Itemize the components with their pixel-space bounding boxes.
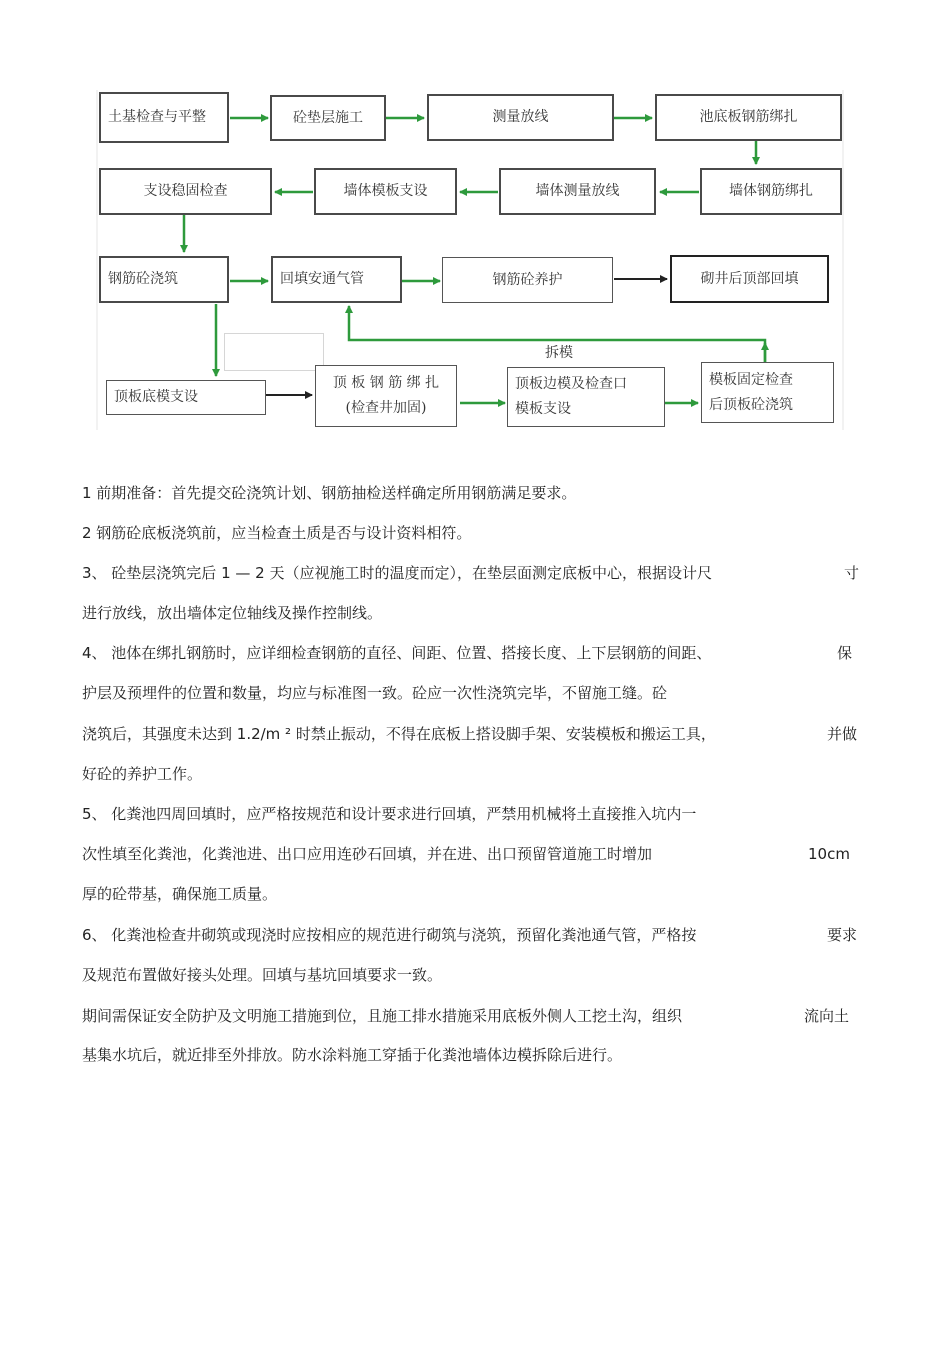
paragraph-4-line2: 护层及预埋件的位置和数量，均应与标准图一致。砼应一次性浇筑完毕，不留施工缝。砼: [82, 684, 668, 702]
step-survey-layout: [427, 94, 614, 141]
paragraph-3-line1-end: 寸: [844, 564, 860, 582]
step-label: 砌井后顶部回填: [700, 270, 799, 287]
blank-box: [224, 333, 324, 371]
step-label: 墙体测量放线: [535, 183, 620, 199]
paragraph-4-line4: 好砼的养护工作。: [82, 765, 203, 783]
step-label: 钢筋砼浇筑: [108, 271, 178, 287]
step-label: 回填安通气管: [280, 271, 364, 287]
step-concrete-pour: [99, 256, 229, 303]
return-label: 拆模: [545, 345, 573, 361]
step-label: 池底板钢筋绑扎: [699, 109, 798, 125]
step-base-rebar: [655, 94, 842, 141]
paragraph-2: 2 钢筋砼底板浇筑前，应当检查土质是否与设计资料相符。: [82, 524, 472, 542]
step-label: 墙体模板支设: [343, 183, 428, 199]
step-top-backfill: [670, 255, 829, 303]
step-wall-formwork: [314, 168, 457, 215]
paragraph-5-line2: 次性填至化粪池，化粪池进、出口应用连砂石回填，并在进、出口预留管道施工时增加: [82, 845, 653, 863]
paragraph-6-line1: 6、 化粪池检查井砌筑或现浇时应按相应的规范进行砌筑与浇筑，预留化粪池通气管，严格按: [82, 926, 697, 944]
step-label: 砼垫层施工: [293, 109, 363, 126]
step-wall-survey: [499, 168, 656, 215]
step-label-line2: 模板支设: [515, 401, 571, 417]
paragraph-3-line2: 进行放线，放出墙体定位轴线及操作控制线。: [82, 604, 383, 622]
step-label-line1: 模板固定检查: [709, 371, 793, 388]
paragraph-5-line1: 5、 化粪池四周回填时，应严格按规范和设计要求进行回填，严禁用机械将土直接推入坑内一: [82, 805, 697, 823]
paragraph-7-line1: 期间需保证安全防护及文明施工措施到位，且施工排水措施采用底板外侧人工挖土沟，组织: [82, 1007, 683, 1025]
step-label: 支设稳固检查: [143, 183, 228, 199]
step-concrete-curing: [442, 257, 613, 303]
step-backfill-vent: [271, 256, 402, 303]
paragraph-7-line2: 基集水坑后，就近排至外排放。防水涂料施工穿插于化粪池墙体边模拆除后进行。: [82, 1046, 623, 1064]
paragraph-4-line1-end: 保: [837, 644, 853, 662]
paragraph-3-line1: 3、 砼垫层浇筑完后 1 — 2 天（应视施工时的温度而定），在垫层面测定底板中心，根据设计尺: [82, 564, 712, 582]
step-label: 钢筋砼养护: [492, 271, 563, 288]
step-wall-rebar: [700, 168, 842, 215]
step-label: 土基检查与平整: [108, 109, 206, 125]
step-label: 测量放线: [492, 109, 549, 125]
paragraph-4-line3-end: 并做: [827, 725, 858, 743]
step-label: 墙体钢筋绑扎: [729, 183, 813, 199]
step-label-line1: 顶 板 钢 筋 绑 扎: [332, 375, 440, 391]
paragraph-1: 1 前期准备：首先提交砼浇筑计划、钢筋抽检送样确定所用钢筋满足要求。: [82, 484, 577, 502]
step-cushion-layer: [270, 95, 386, 141]
paragraph-4-line3: 浇筑后，其强度未达到 1.2/m ² 时禁止振动，不得在底板上搭设脚手架、安装模板和搬运工具，: [82, 725, 716, 743]
paragraph-5-line3: 厚的砼带基，确保施工质量。: [82, 885, 278, 903]
paragraph-7-line1-end: 流向土: [804, 1007, 850, 1025]
paragraph-6-line2: 及规范布置做好接头处理。回填与基坑回填要求一致。: [82, 966, 443, 984]
paragraph-5-line2-end: 10cm: [808, 845, 850, 863]
step-label-line1: 顶板边模及检查口: [515, 376, 627, 392]
step-roof-pour: [701, 362, 834, 423]
construction-flowchart: [0, 0, 950, 440]
step-roof-bottom-form: [106, 380, 266, 415]
step-label-line2: 后顶板砼浇筑: [709, 396, 793, 413]
paragraph-4-line1: 4、 池体在绑扎钢筋时，应详细检查钢筋的直径、间距、位置、搭接长度、上下层钢筋的间距、: [82, 644, 712, 662]
paragraph-6-line1-end: 要求: [827, 926, 858, 944]
step-label: 顶板底模支设: [114, 389, 198, 405]
step-roof-edge-form: [507, 367, 665, 427]
step-roof-rebar: [315, 365, 457, 427]
step-support-check: [99, 168, 272, 215]
step-label-line2: (检查井加固): [345, 400, 427, 416]
step-soil-inspection: [99, 92, 229, 143]
